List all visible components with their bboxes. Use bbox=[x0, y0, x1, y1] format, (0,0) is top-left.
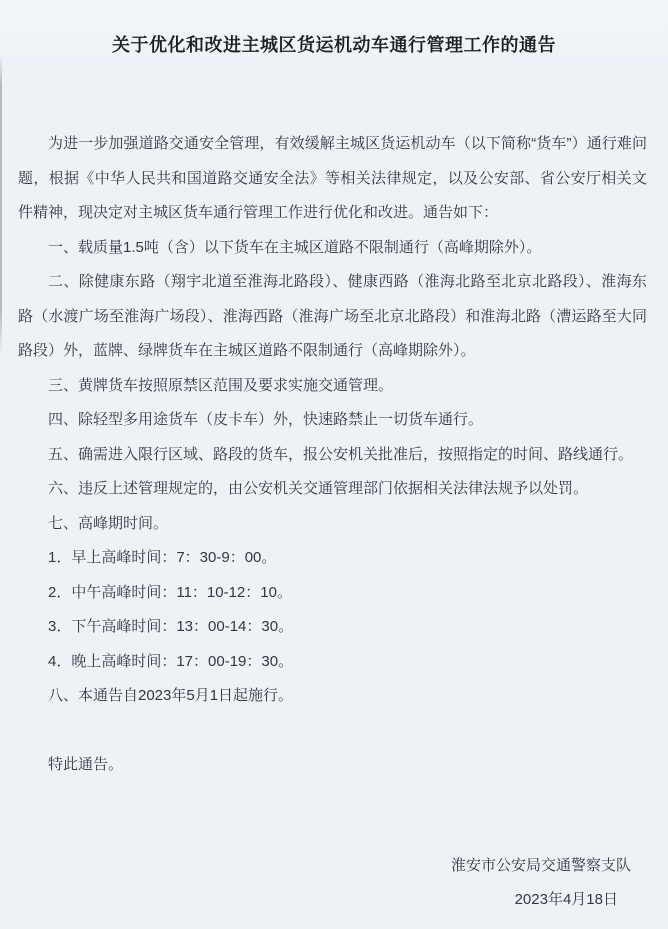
paragraph: 一、载质量1.5吨（含）以下货车在主城区道路不限制通行（高峰期除外）。 bbox=[48, 238, 542, 256]
paragraph: 1．早上高峰时间：7：30-9：00。 bbox=[48, 549, 277, 566]
paragraph: 3．下午高峰时间：13：00-14：30。 bbox=[48, 618, 294, 635]
paragraph: 2．中午高峰时间：11：10-12：10。 bbox=[48, 583, 292, 601]
paragraph: 4．晚上高峰时间：17：00-19：30。 bbox=[48, 652, 294, 670]
paragraph-list bbox=[18, 127, 647, 714]
paragraph: 二、除健康东路（翔宇北道至淮海北路段）、健康西路（淮海北路至北京北路段）、淮海东路（水渡广场至淮海广场段）、淮海西路（淮海广场至北京北路段）和淮海北路（漕运路至大同路段）外，蓝牌、绿牌货车在主城区道路不限制通行（高峰期除外）。 bbox=[18, 273, 647, 359]
document-title: 关于优化和改进主城区货运机动车通行管理工作的通告 bbox=[112, 35, 556, 55]
paragraph: 四、除轻型多用途货车（皮卡车）外，快速路禁止一切货车通行。 bbox=[48, 411, 484, 428]
closing-line: 特此通告。 bbox=[48, 756, 124, 773]
paragraph: 为进一步加强道路交通安全管理，有效缓解主城区货运机动车（以下简称“货车”）通行难问题，根据《中华人民共和国道路交通安全法》等相关法律规定，以及公安部、省公安厅相关文件精神，现决定对主城区货车通行管理工作进行优化和改进。通告如下： bbox=[18, 135, 647, 221]
paragraph: 三、黄牌货车按照原禁区范围及要求实施交通管理。 bbox=[48, 376, 394, 394]
signature-block bbox=[18, 849, 647, 918]
paragraph: 六、违反上述管理规定的，由公安机关交通管理部门依据相关法律法规予以处罚。 bbox=[48, 480, 589, 497]
document-body bbox=[0, 127, 668, 918]
signature: 淮安市公安局交通警察支队 bbox=[450, 856, 631, 874]
paragraph: 七、高峰期时间。 bbox=[48, 514, 169, 532]
date: 2023年4月18日 bbox=[514, 891, 618, 908]
paragraph: 五、确需进入限行区域、路段的货车，报公安机关批准后，按照指定的时间、路线通行。 bbox=[48, 445, 634, 463]
paragraph: 八、本通告自2023年5月1日起施行。 bbox=[48, 687, 294, 704]
